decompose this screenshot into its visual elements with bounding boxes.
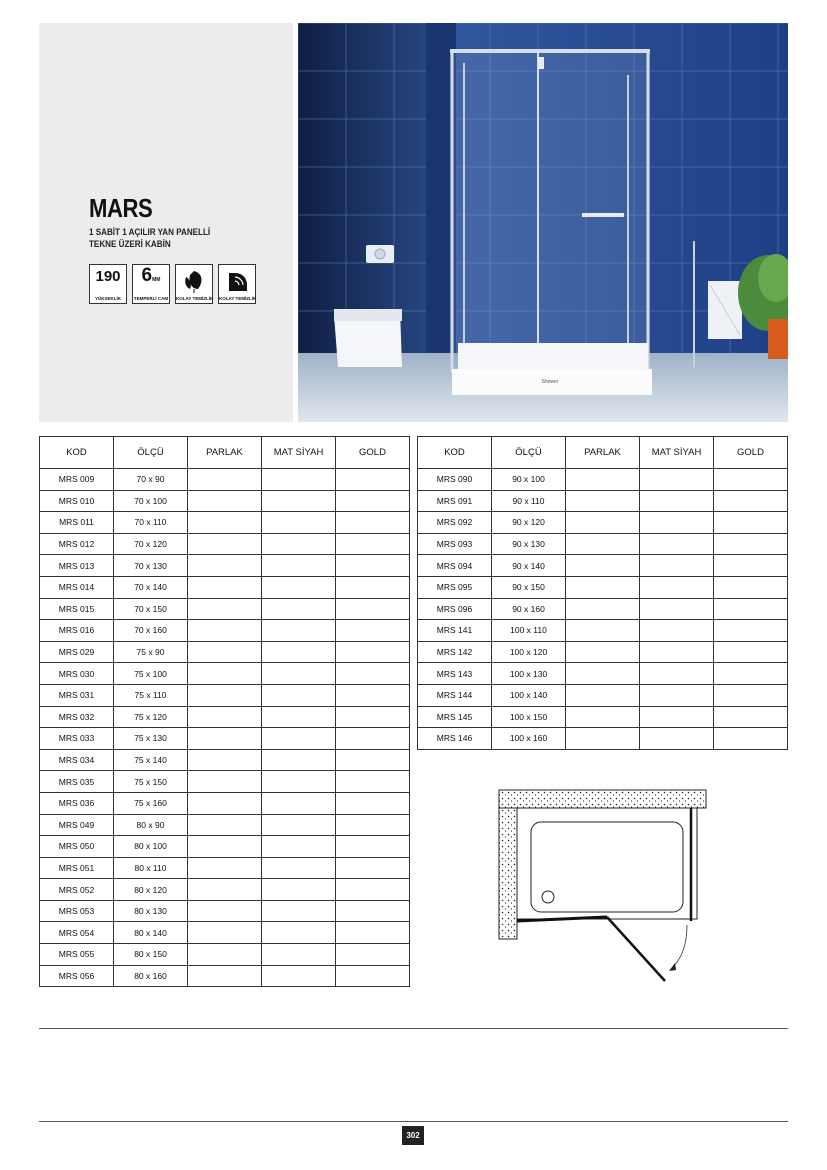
brand-mark: Shower bbox=[541, 379, 559, 385]
cell-parlak bbox=[188, 663, 262, 685]
table-header-row bbox=[418, 437, 788, 469]
cell-olcu: 100 x 130 bbox=[492, 663, 566, 685]
cell-parlak bbox=[188, 620, 262, 642]
cell-olcu: 75 x 100 bbox=[114, 663, 188, 685]
cell-mat-siyah bbox=[262, 749, 336, 771]
cell-mat-siyah bbox=[262, 879, 336, 901]
floor-plan-diagram bbox=[495, 785, 710, 985]
cell-olcu: 80 x 110 bbox=[114, 857, 188, 879]
cell-olcu: 70 x 130 bbox=[114, 555, 188, 577]
cell-parlak bbox=[566, 512, 640, 534]
cell-mat-siyah bbox=[640, 533, 714, 555]
cell-parlak bbox=[188, 598, 262, 620]
shower-scene bbox=[298, 23, 788, 422]
cell-mat-siyah bbox=[262, 836, 336, 858]
cell-kod: MRS 056 bbox=[40, 965, 114, 987]
height-value: 190 bbox=[95, 268, 121, 285]
table-row bbox=[418, 512, 788, 534]
cell-kod: MRS 015 bbox=[40, 598, 114, 620]
cell-mat-siyah bbox=[262, 944, 336, 966]
cell-kod: MRS 142 bbox=[418, 641, 492, 663]
cell-olcu: 90 x 100 bbox=[492, 469, 566, 491]
cell-olcu: 80 x 130 bbox=[114, 900, 188, 922]
cell-mat-siyah bbox=[640, 490, 714, 512]
cell-kod: MRS 052 bbox=[40, 879, 114, 901]
cell-kod: MRS 091 bbox=[418, 490, 492, 512]
table-row bbox=[40, 965, 410, 987]
cell-mat-siyah bbox=[640, 512, 714, 534]
table-row bbox=[40, 857, 410, 879]
cell-gold bbox=[714, 512, 788, 534]
cell-parlak bbox=[188, 512, 262, 534]
cell-olcu: 70 x 140 bbox=[114, 576, 188, 598]
header-mat-siyah: MAT SİYAH bbox=[262, 437, 336, 469]
cell-gold bbox=[336, 944, 410, 966]
cell-mat-siyah bbox=[640, 663, 714, 685]
cell-olcu: 80 x 100 bbox=[114, 836, 188, 858]
table-header-row bbox=[40, 437, 410, 469]
table-row bbox=[40, 641, 410, 663]
cell-mat-siyah bbox=[262, 900, 336, 922]
cell-kod: MRS 055 bbox=[40, 944, 114, 966]
cell-gold bbox=[336, 620, 410, 642]
size-table-right bbox=[417, 436, 788, 750]
easy-clean-caption: KOLAY TEMİZLİK bbox=[219, 296, 257, 301]
cell-mat-siyah bbox=[262, 598, 336, 620]
cell-mat-siyah bbox=[262, 965, 336, 987]
cell-olcu: 70 x 160 bbox=[114, 620, 188, 642]
cell-mat-siyah bbox=[262, 684, 336, 706]
cell-gold bbox=[714, 641, 788, 663]
cell-kod: MRS 053 bbox=[40, 900, 114, 922]
header-kod: KOD bbox=[418, 437, 492, 469]
cell-olcu: 100 x 140 bbox=[492, 684, 566, 706]
cell-gold bbox=[336, 512, 410, 534]
table-row bbox=[40, 663, 410, 685]
footer-divider-top bbox=[39, 1028, 788, 1029]
cell-kod: MRS 054 bbox=[40, 922, 114, 944]
cell-gold bbox=[714, 533, 788, 555]
cell-gold bbox=[336, 663, 410, 685]
cell-gold bbox=[336, 533, 410, 555]
cell-mat-siyah bbox=[262, 620, 336, 642]
leaf-caption: KOLAY TEMİZLİK bbox=[176, 296, 214, 301]
cell-olcu: 70 x 150 bbox=[114, 598, 188, 620]
cell-kod: MRS 016 bbox=[40, 620, 114, 642]
cell-gold bbox=[714, 684, 788, 706]
cell-parlak bbox=[566, 598, 640, 620]
cell-kod: MRS 090 bbox=[418, 469, 492, 491]
glass-value: 6 bbox=[141, 265, 153, 286]
hero-info-panel bbox=[39, 23, 293, 422]
cell-olcu: 80 x 150 bbox=[114, 944, 188, 966]
cell-gold bbox=[714, 728, 788, 750]
cell-parlak bbox=[188, 792, 262, 814]
cell-mat-siyah bbox=[640, 598, 714, 620]
table-row bbox=[40, 555, 410, 577]
cell-gold bbox=[336, 469, 410, 491]
cell-parlak bbox=[566, 728, 640, 750]
table-row bbox=[40, 684, 410, 706]
cell-parlak bbox=[188, 836, 262, 858]
cell-olcu: 70 x 110 bbox=[114, 512, 188, 534]
cell-parlak bbox=[188, 555, 262, 577]
product-photo bbox=[298, 23, 788, 422]
table-row bbox=[418, 663, 788, 685]
cell-parlak bbox=[188, 857, 262, 879]
cell-parlak bbox=[188, 469, 262, 491]
cell-kod: MRS 036 bbox=[40, 792, 114, 814]
subtitle-line-2: TEKNE ÜZERİ KABİN bbox=[89, 239, 171, 250]
cell-gold bbox=[336, 792, 410, 814]
cell-gold bbox=[336, 728, 410, 750]
product-subtitle bbox=[89, 227, 210, 251]
cell-gold bbox=[714, 706, 788, 728]
cell-parlak bbox=[188, 944, 262, 966]
cell-gold bbox=[336, 641, 410, 663]
cell-mat-siyah bbox=[640, 576, 714, 598]
cell-kod: MRS 031 bbox=[40, 684, 114, 706]
table-row bbox=[418, 490, 788, 512]
cell-parlak bbox=[566, 620, 640, 642]
cell-kod: MRS 092 bbox=[418, 512, 492, 534]
cell-parlak bbox=[566, 469, 640, 491]
cell-kod: MRS 029 bbox=[40, 641, 114, 663]
table-row bbox=[40, 749, 410, 771]
table-row bbox=[40, 792, 410, 814]
table-row bbox=[40, 576, 410, 598]
cell-mat-siyah bbox=[262, 576, 336, 598]
subtitle-line-1: 1 SABİT 1 AÇILIR YAN PANELLİ bbox=[89, 227, 211, 238]
cell-olcu: 100 x 150 bbox=[492, 706, 566, 728]
cell-gold bbox=[336, 749, 410, 771]
cell-kod: MRS 094 bbox=[418, 555, 492, 577]
height-caption: YÜKSEKLİK bbox=[94, 296, 121, 301]
cell-mat-siyah bbox=[262, 771, 336, 793]
feature-badges bbox=[89, 264, 256, 304]
cell-mat-siyah bbox=[640, 469, 714, 491]
cell-mat-siyah bbox=[262, 490, 336, 512]
cell-kod: MRS 095 bbox=[418, 576, 492, 598]
cell-parlak bbox=[188, 900, 262, 922]
cell-kod: MRS 030 bbox=[40, 663, 114, 685]
table-row bbox=[40, 879, 410, 901]
table-row bbox=[418, 533, 788, 555]
cell-gold bbox=[714, 555, 788, 577]
table-row bbox=[40, 728, 410, 750]
cell-kod: MRS 093 bbox=[418, 533, 492, 555]
cell-olcu: 90 x 140 bbox=[492, 555, 566, 577]
cell-parlak bbox=[566, 706, 640, 728]
header-olcu: ÖLÇÜ bbox=[114, 437, 188, 469]
cell-olcu: 90 x 130 bbox=[492, 533, 566, 555]
table-row bbox=[40, 836, 410, 858]
cell-olcu: 75 x 160 bbox=[114, 792, 188, 814]
cell-parlak bbox=[188, 879, 262, 901]
cell-parlak bbox=[188, 576, 262, 598]
cell-parlak bbox=[566, 684, 640, 706]
cell-olcu: 80 x 160 bbox=[114, 965, 188, 987]
header-gold: GOLD bbox=[336, 437, 410, 469]
leaf-badge bbox=[175, 264, 213, 304]
cell-mat-siyah bbox=[640, 706, 714, 728]
cell-olcu: 90 x 110 bbox=[492, 490, 566, 512]
cell-kod: MRS 146 bbox=[418, 728, 492, 750]
cell-kod: MRS 035 bbox=[40, 771, 114, 793]
header-parlak: PARLAK bbox=[188, 437, 262, 469]
leaf-icon bbox=[176, 267, 212, 295]
cell-mat-siyah bbox=[262, 512, 336, 534]
cell-gold bbox=[714, 663, 788, 685]
cell-parlak bbox=[188, 684, 262, 706]
cell-olcu: 70 x 90 bbox=[114, 469, 188, 491]
header-mat-siyah: MAT SİYAH bbox=[640, 437, 714, 469]
cell-mat-siyah bbox=[262, 728, 336, 750]
table-row bbox=[418, 641, 788, 663]
cell-gold bbox=[336, 706, 410, 728]
cell-gold bbox=[336, 857, 410, 879]
table-row bbox=[418, 598, 788, 620]
table-row bbox=[418, 555, 788, 577]
table-row bbox=[418, 576, 788, 598]
cell-gold bbox=[336, 900, 410, 922]
cell-gold bbox=[336, 771, 410, 793]
cell-olcu: 80 x 90 bbox=[114, 814, 188, 836]
table-row bbox=[40, 900, 410, 922]
header-kod: KOD bbox=[40, 437, 114, 469]
cell-kod: MRS 051 bbox=[40, 857, 114, 879]
cell-kod: MRS 011 bbox=[40, 512, 114, 534]
plan-drawing bbox=[495, 785, 710, 985]
cell-kod: MRS 009 bbox=[40, 469, 114, 491]
cell-gold bbox=[336, 922, 410, 944]
cell-mat-siyah bbox=[262, 922, 336, 944]
table-row bbox=[40, 922, 410, 944]
cell-gold bbox=[714, 620, 788, 642]
cell-kod: MRS 050 bbox=[40, 836, 114, 858]
cell-kod: MRS 014 bbox=[40, 576, 114, 598]
table-row bbox=[418, 684, 788, 706]
footer-divider-bottom bbox=[39, 1121, 788, 1122]
cell-mat-siyah bbox=[262, 555, 336, 577]
cell-kod: MRS 096 bbox=[418, 598, 492, 620]
cell-olcu: 75 x 90 bbox=[114, 641, 188, 663]
cell-parlak bbox=[188, 728, 262, 750]
cell-parlak bbox=[188, 814, 262, 836]
cell-gold bbox=[336, 555, 410, 577]
size-table-left bbox=[39, 436, 410, 987]
cell-parlak bbox=[566, 533, 640, 555]
cell-parlak bbox=[188, 706, 262, 728]
cell-parlak bbox=[188, 749, 262, 771]
cell-gold bbox=[336, 576, 410, 598]
cell-parlak bbox=[566, 576, 640, 598]
easy-clean-icon bbox=[219, 267, 255, 295]
cell-olcu: 70 x 120 bbox=[114, 533, 188, 555]
cell-kod: MRS 141 bbox=[418, 620, 492, 642]
cell-gold bbox=[336, 965, 410, 987]
table-row bbox=[40, 598, 410, 620]
cell-gold bbox=[336, 836, 410, 858]
cell-olcu: 100 x 110 bbox=[492, 620, 566, 642]
cell-kod: MRS 032 bbox=[40, 706, 114, 728]
cell-olcu: 90 x 120 bbox=[492, 512, 566, 534]
cell-parlak bbox=[188, 533, 262, 555]
cell-olcu: 75 x 140 bbox=[114, 749, 188, 771]
cell-gold bbox=[336, 814, 410, 836]
header-olcu: ÖLÇÜ bbox=[492, 437, 566, 469]
product-title: MARS bbox=[89, 193, 153, 223]
cell-parlak bbox=[566, 490, 640, 512]
cell-mat-siyah bbox=[640, 684, 714, 706]
table-row bbox=[418, 620, 788, 642]
cell-kod: MRS 034 bbox=[40, 749, 114, 771]
cell-olcu: 75 x 120 bbox=[114, 706, 188, 728]
cell-mat-siyah bbox=[640, 641, 714, 663]
cell-parlak bbox=[188, 771, 262, 793]
cell-mat-siyah bbox=[262, 706, 336, 728]
cell-olcu: 100 x 160 bbox=[492, 728, 566, 750]
cell-olcu: 70 x 100 bbox=[114, 490, 188, 512]
cell-mat-siyah bbox=[640, 728, 714, 750]
cell-mat-siyah bbox=[262, 857, 336, 879]
cell-gold bbox=[336, 879, 410, 901]
cell-gold bbox=[714, 490, 788, 512]
cell-mat-siyah bbox=[262, 814, 336, 836]
glass-unit: MM bbox=[152, 277, 161, 283]
table-row bbox=[418, 728, 788, 750]
cell-gold bbox=[336, 598, 410, 620]
cell-mat-siyah bbox=[640, 555, 714, 577]
cell-olcu: 75 x 110 bbox=[114, 684, 188, 706]
cell-olcu: 80 x 140 bbox=[114, 922, 188, 944]
cell-gold bbox=[714, 576, 788, 598]
cell-gold bbox=[336, 684, 410, 706]
page-number: 302 bbox=[402, 1126, 424, 1145]
cell-olcu: 75 x 150 bbox=[114, 771, 188, 793]
cell-kod: MRS 144 bbox=[418, 684, 492, 706]
cell-parlak bbox=[566, 641, 640, 663]
cell-mat-siyah bbox=[262, 469, 336, 491]
cell-olcu: 75 x 130 bbox=[114, 728, 188, 750]
height-badge bbox=[89, 264, 127, 304]
easy-clean-badge bbox=[218, 264, 256, 304]
cell-parlak bbox=[566, 555, 640, 577]
table-row bbox=[40, 533, 410, 555]
cell-olcu: 100 x 120 bbox=[492, 641, 566, 663]
cell-olcu: 80 x 120 bbox=[114, 879, 188, 901]
cell-parlak bbox=[566, 663, 640, 685]
cell-mat-siyah bbox=[262, 533, 336, 555]
cell-gold bbox=[714, 469, 788, 491]
table-row bbox=[40, 706, 410, 728]
cell-kod: MRS 010 bbox=[40, 490, 114, 512]
cell-gold bbox=[336, 490, 410, 512]
cell-parlak bbox=[188, 641, 262, 663]
cell-kod: MRS 033 bbox=[40, 728, 114, 750]
cell-mat-siyah bbox=[262, 663, 336, 685]
table-row bbox=[40, 944, 410, 966]
cell-kod: MRS 143 bbox=[418, 663, 492, 685]
table-row bbox=[40, 771, 410, 793]
glass-caption: TEMPERLİ CAM bbox=[133, 296, 169, 301]
table-row bbox=[418, 706, 788, 728]
cell-gold bbox=[714, 598, 788, 620]
cell-kod: MRS 145 bbox=[418, 706, 492, 728]
table-row bbox=[418, 469, 788, 491]
cell-parlak bbox=[188, 490, 262, 512]
cell-parlak bbox=[188, 965, 262, 987]
cell-kod: MRS 013 bbox=[40, 555, 114, 577]
table-row bbox=[40, 512, 410, 534]
cell-mat-siyah bbox=[262, 641, 336, 663]
table-row bbox=[40, 620, 410, 642]
table-row bbox=[40, 469, 410, 491]
cell-kod: MRS 012 bbox=[40, 533, 114, 555]
header-parlak: PARLAK bbox=[566, 437, 640, 469]
header-gold: GOLD bbox=[714, 437, 788, 469]
cell-mat-siyah bbox=[262, 792, 336, 814]
cell-parlak bbox=[188, 922, 262, 944]
glass-thickness-badge bbox=[132, 264, 170, 304]
table-row bbox=[40, 490, 410, 512]
cell-kod: MRS 049 bbox=[40, 814, 114, 836]
cell-olcu: 90 x 150 bbox=[492, 576, 566, 598]
table-row bbox=[40, 814, 410, 836]
cell-olcu: 90 x 160 bbox=[492, 598, 566, 620]
cell-mat-siyah bbox=[640, 620, 714, 642]
